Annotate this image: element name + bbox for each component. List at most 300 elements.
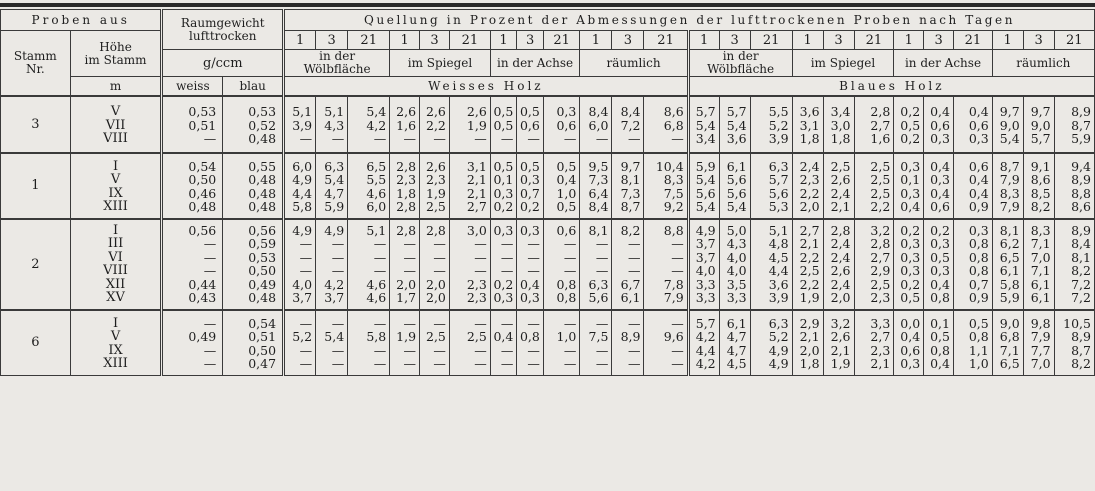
swelling-value: 3,9 [768,290,789,305]
swelling-value: 1,6 [396,117,417,133]
swelling-value: 5,6 [588,290,609,305]
swelling-value: 6,7 [620,276,641,292]
swelling-value: 0,5 [493,117,514,133]
swelling-value: — [299,342,313,358]
swelling-value: 3,0 [466,222,487,238]
swelling-value: 0,0 [900,315,921,331]
swelling-value: — [527,315,540,331]
swelling-value: 5,1 [768,222,789,238]
swelling-value: — [331,342,345,358]
height-level-value: V [110,172,121,187]
swelling-value: 0,8 [556,290,577,305]
swelling-column [1023,96,1054,153]
swelling-value: 3,7 [695,236,716,251]
swelling-value: 2,0 [799,199,820,214]
swelling-value: 8,6 [1071,199,1091,214]
swelling-value: 3,7 [292,290,313,305]
swelling-value: 7,2 [1071,290,1091,305]
swelling-value: — [595,315,609,331]
swelling-value: 2,5 [870,172,891,187]
swelling-value: 0,8 [556,276,577,292]
swelling-value: 0,8 [968,249,989,265]
swelling-column [390,310,420,376]
swelling-value: 5,2 [292,329,313,344]
swelling-value: 0,5 [519,158,540,174]
density-blue-value: 0,54 [248,315,277,331]
swelling-value: 4,5 [726,356,747,371]
swelling-column [390,153,420,219]
swelling-column [284,310,316,376]
swelling-value: — [527,249,540,265]
swelling-value: 8,2 [1071,263,1091,278]
density-blue-value: 0,53 [248,249,277,265]
swelling-value: 0,1 [493,172,514,187]
swelling-value: 9,1 [1030,158,1051,174]
swelling-value: 2,6 [466,104,487,119]
height-level-value: I [112,222,119,238]
stem-number: 6 [1,310,71,376]
swelling-value: 2,8 [396,158,417,174]
header-day: 1 [894,31,924,50]
header-day: 3 [924,31,954,50]
swelling-value: 5,9 [695,158,716,174]
swelling-column [750,96,792,153]
swelling-column [517,219,544,310]
swelling-column [750,310,792,376]
swelling-value: 4,4 [768,263,789,278]
swelling-value: 4,9 [695,222,716,238]
swelling-column [390,96,420,153]
density-blue-value: 0,48 [248,199,277,214]
swelling-value: 8,1 [999,222,1020,238]
swelling-value: 0,3 [930,236,950,251]
height-level-value: XIII [103,199,128,214]
height-level [70,310,162,376]
density-white [162,310,223,376]
swelling-value: 2,6 [830,263,851,278]
density-blue-value: 0,48 [248,290,277,305]
header-group-7: räumlich [992,50,1094,77]
swelling-value: 0,4 [930,185,950,201]
swelling-value: 0,3 [493,185,514,201]
swelling-column [719,153,750,219]
swelling-value: 0,2 [900,104,921,119]
swelling-value: — [373,315,387,331]
swelling-value: 2,8 [870,236,891,251]
swelling-column [449,310,490,376]
swelling-value: 7,0 [1030,356,1051,371]
swelling-value: — [373,356,387,371]
header-day: 3 [420,31,450,50]
swelling-table [0,9,1095,376]
swelling-value: 2,3 [799,172,820,187]
swelling-value: 0,3 [900,263,921,278]
swelling-value: 6,8 [999,329,1020,344]
swelling-value: 2,5 [870,276,891,292]
swelling-value: 2,0 [426,290,446,305]
swelling-value: 5,6 [726,185,747,201]
swelling-value: — [299,236,313,251]
swelling-value: 1,9 [799,290,820,305]
swelling-value: 2,3 [466,290,487,305]
height-level-value: III [107,236,124,251]
swelling-value: 2,1 [466,185,487,201]
swelling-value: — [331,249,345,265]
swelling-column [688,153,719,219]
swelling-value: — [331,263,345,278]
swelling-value: 2,3 [466,276,487,292]
swelling-value: 6,0 [366,199,387,214]
swelling-value: 5,9 [1071,131,1091,146]
height-level-value: VIII [103,263,128,278]
swelling-value: 8,3 [663,172,684,187]
swelling-value: 2,4 [830,249,851,265]
swelling-value: 6,1 [999,263,1020,278]
swelling-value: — [527,356,540,371]
swelling-column [792,310,823,376]
swelling-value: 0,3 [930,263,950,278]
swelling-value: 7,0 [1030,249,1051,265]
swelling-value: 1,0 [968,356,989,371]
swelling-value: 3,0 [830,117,851,133]
swelling-value: 6,5 [999,356,1020,371]
swelling-value: 0,3 [900,236,921,251]
swelling-value: 2,1 [466,172,487,187]
swelling-value: 0,1 [900,172,921,187]
header-day: 3 [517,31,544,50]
stem-number: 1 [1,153,71,219]
swelling-value: — [563,356,577,371]
stem-number: 3 [1,96,71,153]
swelling-value: 9,7 [620,158,641,174]
swelling-column [316,153,348,219]
swelling-value: 5,8 [366,329,387,344]
swelling-value: — [474,342,487,358]
swelling-column [1023,153,1054,219]
swelling-value: 6,0 [588,117,609,133]
swelling-value: 5,4 [324,329,345,344]
density-blue-value: 0,48 [248,185,277,201]
swelling-value: 0,6 [900,342,921,358]
swelling-value: 0,3 [930,131,950,146]
swelling-value: 0,2 [519,199,540,214]
height-level-value: I [112,158,119,174]
height-level-value: XII [105,276,126,292]
swelling-value: — [403,263,417,278]
swelling-value: 6,4 [588,185,609,201]
header-day: 21 [449,31,490,50]
header-day: 1 [580,31,612,50]
swelling-value: 2,6 [426,104,446,119]
swelling-value: 5,4 [695,172,716,187]
swelling-value: — [331,236,345,251]
swelling-value: 5,3 [768,199,789,214]
swelling-value: 3,3 [870,315,891,331]
swelling-value: 0,6 [930,117,950,133]
swelling-value: 4,9 [768,356,789,371]
swelling-value: 1,9 [466,117,487,133]
swelling-value: 2,8 [426,222,446,238]
swelling-value: 9,2 [663,199,684,214]
swelling-value: 2,1 [799,329,820,344]
header-day: 1 [490,31,517,50]
swelling-value: 0,7 [968,276,989,292]
swelling-value: 2,8 [396,199,417,214]
swelling-column [348,219,390,310]
swelling-value: 8,3 [999,185,1020,201]
swelling-value: — [373,236,387,251]
header-day: 1 [284,31,316,50]
swelling-value: 4,0 [292,276,313,292]
swelling-value: 4,9 [292,172,313,187]
swelling-value: 0,2 [930,222,950,238]
swelling-column [992,96,1023,153]
swelling-column [580,153,612,219]
swelling-value: 0,4 [968,185,989,201]
swelling-value: 4,2 [366,117,387,133]
swelling-value: 7,5 [588,329,609,344]
swelling-value: 3,5 [726,276,747,292]
swelling-value: 3,4 [695,131,716,146]
swelling-value: — [563,263,577,278]
height-level-value: VIII [103,131,128,146]
swelling-value: 2,0 [396,276,417,292]
header-stamm-nr: Stamm Nr. [1,31,71,97]
swelling-value: 2,5 [426,329,446,344]
swelling-value: — [671,131,684,146]
density-blue-value: 0,49 [248,276,277,292]
swelling-value: 8,7 [1071,117,1091,133]
density-white-value: — [203,236,217,251]
swelling-value: 6,1 [620,290,641,305]
swelling-value: 2,4 [799,158,820,174]
swelling-value: 5,7 [726,104,747,119]
header-day: 21 [854,31,894,50]
top-rule [0,3,1095,7]
swelling-column [854,96,894,153]
swelling-value: — [671,315,684,331]
swelling-value: 7,8 [663,276,684,292]
swelling-value: 4,9 [768,342,789,358]
swelling-value: 2,1 [799,236,820,251]
swelling-value: 4,8 [768,236,789,251]
swelling-value: — [403,236,417,251]
swelling-column [449,96,490,153]
swelling-value: 0,3 [519,222,540,238]
swelling-value: 0,5 [556,199,577,214]
swelling-value: 9,7 [999,104,1020,119]
swelling-value: 2,0 [426,276,446,292]
swelling-column [490,153,517,219]
swelling-value: 0,5 [900,117,921,133]
header-group-2: in der Achse [490,50,580,77]
swelling-value: 0,8 [968,263,989,278]
swelling-value: 8,3 [1030,222,1051,238]
swelling-value: — [500,356,514,371]
swelling-value: 6,3 [588,276,609,292]
density-white-value: 0,44 [188,276,217,292]
swelling-value: — [299,249,313,265]
swelling-value: 2,1 [830,342,851,358]
swelling-column [517,310,544,376]
swelling-value: — [500,236,514,251]
swelling-value: 1,0 [556,329,577,344]
swelling-value: 0,5 [519,104,540,119]
swelling-column [992,153,1023,219]
height-level-value: IX [108,185,123,201]
density-white [162,219,223,310]
swelling-value: 1,9 [830,356,851,371]
swelling-value: 5,5 [768,104,789,119]
swelling-value: 0,8 [930,290,950,305]
swelling-value: 8,8 [663,222,684,238]
swelling-value: 7,2 [1071,276,1091,292]
density-blue-value: 0,48 [248,131,277,146]
swelling-value: 8,8 [1071,185,1091,201]
height-level-value: VI [108,249,123,265]
density-white-value: 0,50 [188,172,217,187]
swelling-value: 2,0 [799,342,820,358]
swelling-column [792,219,823,310]
swelling-value: 5,1 [324,104,345,119]
swelling-value: 4,7 [324,185,345,201]
swelling-value: 0,5 [930,249,950,265]
swelling-value: — [595,131,609,146]
swelling-value: 7,9 [1030,329,1051,344]
swelling-value: — [595,249,609,265]
density-white-value: — [203,131,217,146]
swelling-value: 4,2 [695,356,716,371]
density-white-value: 0,48 [188,199,217,214]
swelling-value: 2,6 [830,329,851,344]
header-day: 3 [612,31,644,50]
stem-group [1,219,1095,310]
swelling-column [992,310,1023,376]
swelling-value: — [373,249,387,265]
density-blue-value: 0,48 [248,172,277,187]
swelling-value: 0,2 [900,131,921,146]
swelling-value: 5,7 [695,104,716,119]
swelling-value: — [331,131,345,146]
swelling-value: 8,7 [620,199,641,214]
swelling-value: 9,5 [588,158,609,174]
swelling-value: 2,8 [830,222,851,238]
swelling-value: 8,4 [1071,236,1091,251]
swelling-value: — [433,315,446,331]
swelling-value: 2,3 [396,172,417,187]
swelling-value: 5,8 [999,276,1020,292]
swelling-value: — [527,131,540,146]
swelling-value: — [627,342,641,358]
swelling-value: 9,0 [1030,117,1051,133]
density-blue-value: 0,53 [248,104,277,119]
swelling-value: 4,7 [726,342,747,358]
density-white [162,153,223,219]
swelling-value: — [671,249,684,265]
swelling-value: 0,3 [556,104,577,119]
swelling-column [490,96,517,153]
swelling-value: — [299,315,313,331]
height-level-value: I [112,315,119,331]
swelling-value: 0,4 [900,329,921,344]
swelling-value: — [500,263,514,278]
swelling-value: — [527,236,540,251]
swelling-value: 6,1 [1030,290,1051,305]
header-weiss: weiss [162,77,223,97]
swelling-value: 1,7 [396,290,417,305]
swelling-value: — [299,356,313,371]
swelling-column [580,219,612,310]
swelling-column [1054,310,1094,376]
swelling-value: 3,9 [768,131,789,146]
stem-group [1,96,1095,153]
swelling-value: 5,7 [768,172,789,187]
swelling-value: 5,6 [695,185,716,201]
swelling-value: 5,1 [366,222,387,238]
density-blue [223,96,284,153]
swelling-value: 7,1 [1030,236,1051,251]
header-unit-m: m [70,77,162,97]
swelling-value: 5,4 [999,131,1020,146]
density-white-value: 0,49 [188,329,217,344]
swelling-value: 0,4 [930,276,950,292]
height-level-value: VII [105,117,126,133]
height-level [70,96,162,153]
swelling-value: 0,6 [930,199,950,214]
density-blue-value: 0,51 [248,329,277,344]
swelling-value: — [299,263,313,278]
swelling-value: — [433,263,446,278]
density-blue-value: 0,50 [248,342,277,358]
header-day: 21 [348,31,390,50]
swelling-value: 0,4 [930,356,950,371]
swelling-value: 4,3 [726,236,747,251]
swelling-value: 2,7 [870,249,891,265]
swelling-value: 2,6 [426,158,446,174]
swelling-value: — [595,263,609,278]
swelling-column [420,310,450,376]
swelling-value: 0,6 [556,222,577,238]
swelling-value: 4,2 [695,329,716,344]
swelling-value: — [627,131,641,146]
swelling-value: — [331,356,345,371]
swelling-value: — [671,356,684,371]
swelling-value: 8,7 [999,158,1020,174]
swelling-value: 0,8 [930,342,950,358]
swelling-column [390,219,420,310]
swelling-value: 0,3 [930,172,950,187]
swelling-column [1023,219,1054,310]
header-blaues-holz: Blaues Holz [688,77,1094,97]
swelling-value: 2,3 [870,290,891,305]
swelling-column [1054,96,1094,153]
swelling-value: — [433,342,446,358]
swelling-value: — [474,236,487,251]
swelling-value: 6,5 [366,158,387,174]
header-unit-gccm: g/ccm [162,50,284,77]
swelling-value: 2,5 [870,185,891,201]
swelling-value: 3,4 [830,104,851,119]
density-white-value: 0,53 [188,104,217,119]
swelling-column [750,219,792,310]
swelling-value: 0,9 [968,290,989,305]
swelling-value: — [563,342,577,358]
header-group-4: in der Wölbfläche [688,50,792,77]
swelling-value: 1,1 [968,342,989,358]
swelling-value: 0,4 [930,158,950,174]
swelling-column [449,153,490,219]
height-level-value: V [110,329,121,344]
